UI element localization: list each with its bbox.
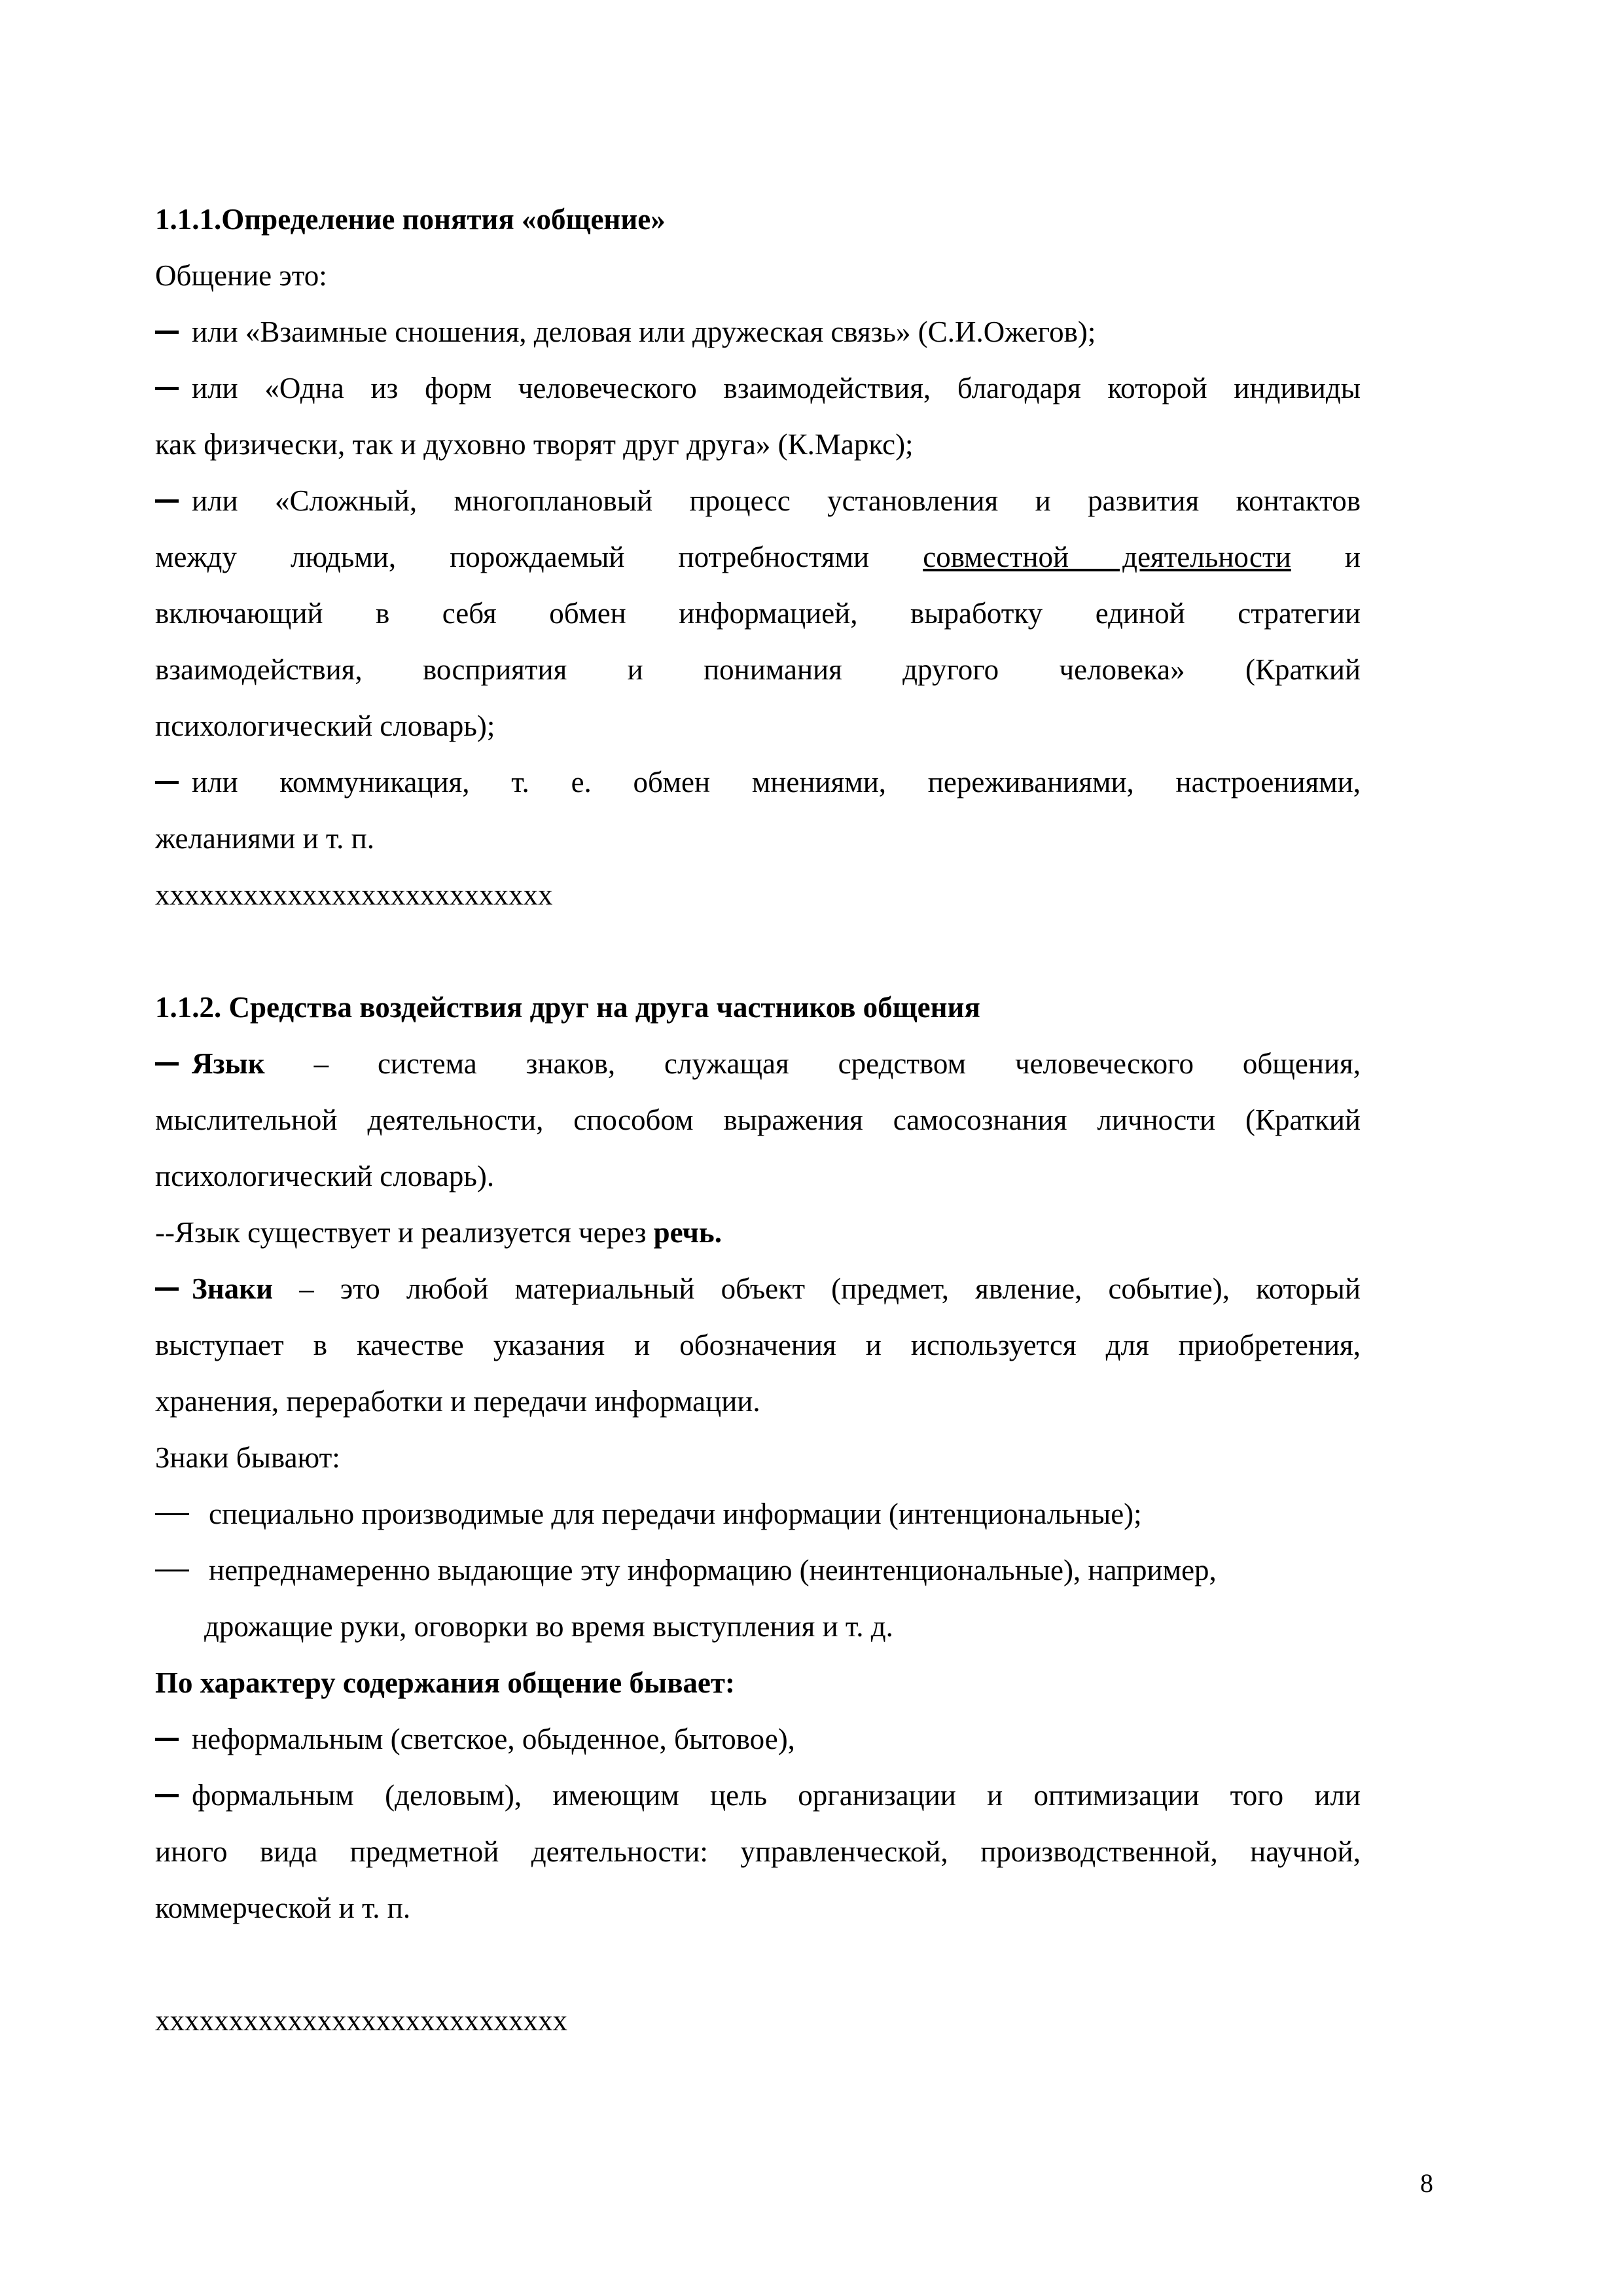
signs-line-2: выступает в качестве указания и обозначения и используется для приобретения, xyxy=(155,1329,1361,1361)
language-line-3: психологический словарь). xyxy=(155,1160,495,1193)
blank-gap xyxy=(155,1936,1361,1992)
signs-line-1: Знаки – это любой материальный объект (предмет, явление, событие), который xyxy=(155,1261,1361,1317)
section-heading-means: 1.1.2. Средства воздействия друг на друга частников общения xyxy=(155,991,980,1024)
formal-item-line-3: коммерческой и т. п. xyxy=(155,1892,411,1924)
informal-item: неформальным (светское, обыденное, бытовое), xyxy=(155,1711,1361,1767)
formal-item-line-2: иного вида предметной деятельности: управленческой, производственной, научной, xyxy=(155,1835,1361,1868)
dash-bullet-icon xyxy=(155,499,179,503)
page-number: 8 xyxy=(1420,2168,1433,2198)
separator-line-1: xxxxxxxxxxxxxxxxxxxxxxxxxxx xyxy=(155,878,553,911)
page-content xyxy=(155,191,1361,2049)
language-term: Язык xyxy=(192,1047,265,1080)
underlined-phrase: совместной деятельности xyxy=(923,541,1291,573)
dash-bullet-icon xyxy=(155,1287,179,1291)
definition-item-3-line-4: взаимодействия, восприятия и понимания другого человека» (Краткий xyxy=(155,653,1361,686)
dash-bullet-icon xyxy=(155,331,179,334)
definition-item-3-line-2: между людьми, порождаемый потребностями совместной деятельности и xyxy=(155,541,1361,573)
definition-item-4-line-1: или коммуникация, т. е. обмен мнениями, переживаниями, настроениями, xyxy=(155,754,1361,810)
separator-line-2: xxxxxxxxxxxxxxxxxxxxxxxxxxxx xyxy=(155,2004,567,2037)
definition-item-3-line-3: включающий в себя обмен информацией, выработку единой стратегии xyxy=(155,597,1361,630)
language-line-1: Язык – система знаков, служащая средством человеческого общения, xyxy=(155,1035,1361,1092)
signs-term: Знаки xyxy=(192,1272,274,1305)
dash-bullet-icon xyxy=(155,1794,179,1797)
dash-bullet-icon xyxy=(155,1062,179,1066)
intro-text: Общение это: xyxy=(155,259,327,292)
section-heading-definition: 1.1.1.Определение понятия «общение» xyxy=(155,203,666,236)
definition-item-4-line-2: желаниями и т. п. xyxy=(155,822,375,855)
language-line-2: мыслительной деятельности, способом выражения самосознания личности (Краткий xyxy=(155,1103,1361,1136)
definition-item-2-line-2: как физически, так и духовно творят друг друга» (К.Маркс); xyxy=(155,428,914,461)
content-type-heading: По характеру содержания общение бывает: xyxy=(155,1666,735,1699)
blank-gap xyxy=(155,923,1361,979)
definition-item-2-line-1: или «Одна из форм человеческого взаимодействия, благодаря которой индивиды xyxy=(155,360,1361,416)
signs-types-intro: Знаки бывают: xyxy=(155,1441,340,1474)
dash-bullet-icon xyxy=(155,781,179,784)
dash-bullet-icon xyxy=(155,387,179,390)
dash-bullet-icon xyxy=(155,1570,189,1571)
signs-line-3: хранения, переработки и передачи информации. xyxy=(155,1385,760,1418)
signs-type-2-line-2: дрожащие руки, оговорки во время выступления и т. д. xyxy=(204,1610,893,1643)
definition-item-3-line-1: или «Сложный, многоплановый процесс установления и развития контактов xyxy=(155,473,1361,529)
dash-bullet-icon xyxy=(155,1738,179,1741)
speech-term: речь. xyxy=(653,1216,722,1249)
formal-item-line-1: формальным (деловым), имеющим цель организации и оптимизации того или xyxy=(155,1767,1361,1823)
signs-type-1: специально производимые для передачи информации (интенциональные); xyxy=(155,1486,1361,1542)
signs-type-2-line-1: непреднамеренно выдающие эту информацию (неинтенциональные), например, xyxy=(155,1542,1361,1598)
definition-item-1: или «Взаимные сношения, деловая или дружеская связь» (С.И.Ожегов); xyxy=(155,304,1361,360)
dash-bullet-icon xyxy=(155,1513,189,1515)
definition-item-3-line-5: психологический словарь); xyxy=(155,709,495,742)
speech-line: --Язык существует и реализуется через речь. xyxy=(155,1216,722,1249)
